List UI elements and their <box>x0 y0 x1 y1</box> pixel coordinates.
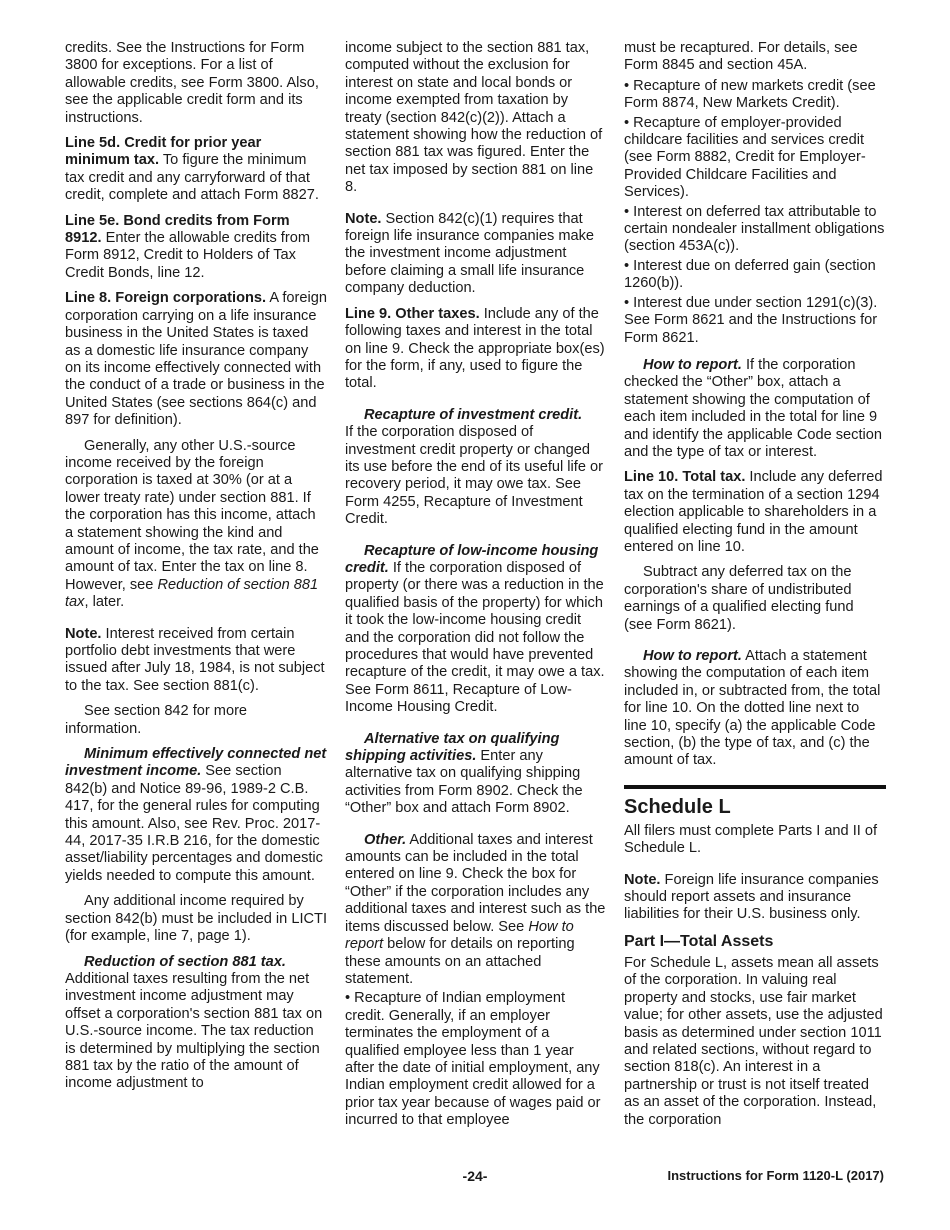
list-item: • Interest on deferred tax attributable to certain nondealer installment obligations (section 453A(c)). <box>624 203 885 255</box>
schedule-title: Schedule L <box>624 795 731 818</box>
paragraph-text: Attach a statement showing the computation of each item included in, or subtracted from, the total for line 10. On the dotted line next to line 10, specify (a) the applicable Code section, (b) the type of tax, and (c) the amount of tax. <box>624 648 881 769</box>
footer-title: Instructions for Form 1120-L (2017) <box>667 1168 884 1183</box>
note <box>345 211 607 298</box>
subheading-how-to-report: How to report. <box>643 648 742 664</box>
paragraph-how-to-report <box>624 648 886 770</box>
paragraph: Subtract any deferred tax on the corporation's share of undistributed earnings of a qualified electing fund (see Form 8621). <box>624 564 854 633</box>
note-text: Foreign life insurance companies should report assets and insurance liabilities for their U.S. business only. <box>624 871 879 923</box>
paragraph-text: To figure the minimum tax credit and any carryforward of that credit, complete and attach Form 8827. <box>65 152 319 204</box>
subheading-how-to-report: How to report. <box>643 356 742 373</box>
page-number: -24- <box>462 1168 488 1184</box>
paragraph-text: If the corporation checked the “Other” box, attach a statement showing the computation of each item included in the total for line 9 and identify the applicable Code section and the type of tax or interest. <box>624 356 882 460</box>
paragraph: For Schedule L, assets mean all assets of the corporation. In valuing real property and stocks, use fair market value; for other assets, use the adjusted basis as determined under section 1011 and related sections, without regard to section 818(c). An interest in a partnership or trust is not itself treated as an asset of the corporation. Instead, the corporation <box>624 954 883 1128</box>
paragraph-reduction-881 <box>65 954 327 971</box>
column-2 <box>345 40 607 1132</box>
paragraph: See section 842 for more information. <box>65 703 248 737</box>
paragraph: income subject to the section 881 tax, computed without the exclusion for interest on state and local bonds or income exempted from taxation by treaty (section 842(c)(2)). Attach a statement showing how the reduction of section 881 tax was figured. Enter the net tax imposed by section 881 on line 8. <box>345 40 603 196</box>
paragraph-line-10 <box>624 469 886 556</box>
paragraph: All filers must complete Parts I and II of Schedule L. <box>624 822 878 857</box>
heading-line-5e: Line 5e. Bond credits from Form 8912. <box>65 212 290 247</box>
subheading-other: Other. <box>364 831 407 848</box>
list-item: • Interest due under section 1291(c)(3). See Form 8621 and the Instructions for Form 8621. <box>624 294 878 346</box>
paragraph-investment-credit <box>345 407 607 424</box>
paragraph-how-to-report <box>624 357 886 461</box>
paragraph-line-9 <box>345 306 607 393</box>
list-item: • Recapture of employer-provided childcare facilities and services credit (see Form 8882, Credit for Employer-Provided Childcare Facilities and Services). <box>624 114 866 201</box>
paragraph-low-income-housing <box>345 543 607 717</box>
paragraph-text: If the corporation disposed of property (or there was a reduction in the qualified basis of the property) for which it took the low-income housing credit and the corporation did not follow the procedures that would have prevented recapture of the credit, it may owe a tax. See Form 8611, Recapture of Low-Income Housing Credit. <box>345 559 605 716</box>
paragraph-text: below for details on reporting these amounts on an attached statement. <box>345 936 575 987</box>
part-title: Part I—Total Assets <box>624 932 774 950</box>
subheading-shipping: Alternative tax on qualifying shipping activities. <box>345 730 560 765</box>
note-label: Note. <box>65 625 102 642</box>
paragraph-minimum-ecni <box>65 746 327 885</box>
note <box>65 626 327 696</box>
paragraph: must be recaptured. For details, see Form 8845 and section 45A. <box>624 40 858 74</box>
subheading-investment-credit: Recapture of investment credit. <box>364 406 583 423</box>
subheading-minimum-ecni: Minimum effectively connected net investment income. <box>65 746 327 780</box>
paragraph-other <box>345 832 607 989</box>
list-item: • Recapture of Indian employment credit. Generally, if an employer terminates the employment of a qualified employee less than 1 year after the date of initial employment, any Indian employment credit allowed for a prior tax year because of wages paid or incurred to that employee <box>345 990 601 1129</box>
paragraph-line-5d <box>65 135 327 205</box>
paragraph-text: Additional taxes and interest amounts can be included in the total entered on line 9. Check the box for “Other” if the corporation includes any additional taxes and interest such as the items discussed below. See <box>345 831 606 935</box>
heading-line-10: Line 10. Total tax. <box>624 469 746 486</box>
list-item: • Recapture of new markets credit (see Form 8874, New Markets Credit). <box>624 77 876 112</box>
paragraph-text: A foreign corporation carrying on a life insurance business in the United States is taxed as a domestic life insurance company on its income effectively connected with the conduct of a trade or business in the United States (see sections 864(c) and 897 for definition). <box>65 290 327 429</box>
column-3 <box>624 40 886 1137</box>
paragraph-text: Include any of the following taxes and interest in the total on line 9. Check the appropriate box(es) for the form, if any, used to figure the total. <box>345 305 605 392</box>
note-text: Section 842(c)(1) requires that foreign life insurance companies make the investment income adjustment before claiming a small life insurance company deduction. <box>345 210 595 297</box>
paragraph-text: Include any deferred tax on the termination of a section 1294 election applicable to shareholders in a qualified electing fund in the amount entered on line 10. <box>624 469 883 555</box>
note-text: Interest received from certain portfolio debt investments that were issued after July 18, 1984, is not subject to the tax. See section 881(c). <box>65 625 325 694</box>
paragraph: If the corporation disposed of investment credit property or changed its use before the end of its useful life or recovery period, it may owe tax. See Form 4255, Recapture of Investment Credit. <box>345 424 603 528</box>
paragraph <box>65 438 327 612</box>
paragraph-line-8 <box>65 290 327 429</box>
paragraph-line-5e <box>65 213 327 283</box>
cross-reference: Reduction of section 881 tax <box>65 576 319 611</box>
note <box>624 872 886 924</box>
paragraph: Any additional income required by section 842(b) must be included in LICTI (for example, line 7, page 1). <box>65 893 328 945</box>
heading-line-9: Line 9. Other taxes. <box>345 305 480 322</box>
paragraph-text: Enter the allowable credits from Form 8912, Credit to Holders of Tax Credit Bonds, line 12. <box>65 230 310 281</box>
list-item: • Interest due on deferred gain (section 1260(b)). <box>624 257 876 292</box>
paragraph-text: Generally, any other U.S.-source income received by the foreign corporation is taxed at 30% (or at a lower treaty rate) under section 881. If the corporation has this income, attach a statement showing the kind and amount of income, the tax rate, and the amount of tax. Enter the tax on line 8. However, see <box>65 437 319 593</box>
note-label: Note. <box>624 871 661 888</box>
note-label: Note. <box>345 210 382 227</box>
paragraph: credits. See the Instructions for Form 3800 for exceptions. For a list of allowable credits, see Form 3800. Also, see the applicable credit form and its instructions. <box>65 40 319 126</box>
heading-line-5d: Line 5d. Credit for prior year minimum tax. <box>65 135 262 169</box>
subheading-low-income-housing: Recapture of low-income housing credit. <box>345 542 599 576</box>
paragraph-text: Enter any alternative tax on qualifying shipping activities from Form 8902. Check the “Other” box and attach Form 8902. <box>345 748 583 817</box>
column-1 <box>65 40 327 1101</box>
heading-line-8: Line 8. Foreign corporations. <box>65 290 267 307</box>
paragraph-text: See section 842(b) and Notice 89-96, 1989-2 C.B. 417, for the general rules for computing this amount. Also, see Rev. Proc. 2017-44, 2017-35 I.R.B 216, for the domestic asset/liability percentages and domestic yields needed to compute this amount. <box>65 763 323 884</box>
section-divider <box>624 785 886 789</box>
paragraph-shipping <box>345 731 607 818</box>
cross-reference: How to report <box>345 918 574 953</box>
paragraph-text: , later. <box>84 594 125 611</box>
subheading-reduction-881: Reduction of section 881 tax. <box>84 953 286 970</box>
paragraph: Additional taxes resulting from the net investment income adjustment may offset a corporation's section 881 tax on U.S.-source income. The tax reduction is determined by multiplying the section 881 tax by the ratio of the amount of income adjustment to <box>65 970 323 1092</box>
